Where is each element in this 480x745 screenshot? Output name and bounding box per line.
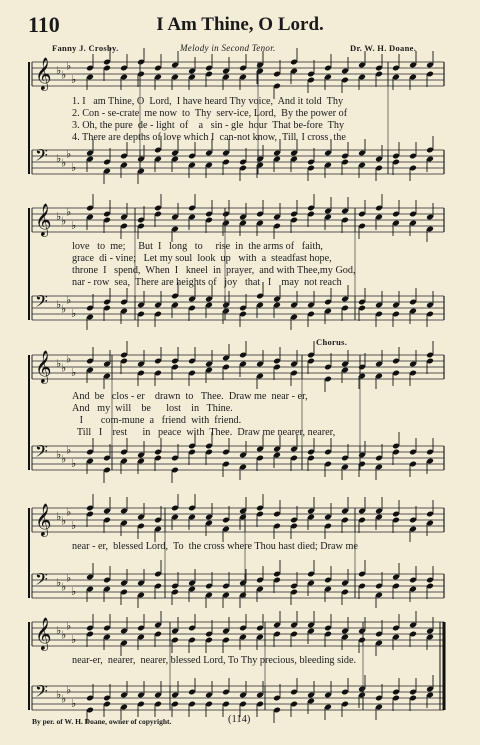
flat-icon: ♭ (66, 147, 72, 161)
flat-icon: ♭ (61, 692, 67, 706)
flat-icon: ♭ (56, 448, 62, 461)
composer-credit: Dr. W. H. Doane. (350, 43, 417, 53)
copyright-footer: By per. of W. H. Doane, owner of copyright. (32, 717, 172, 726)
treble-clef-icon: 𝄞 (35, 57, 52, 90)
flat-icon: ♭ (66, 352, 72, 366)
flat-icon: ♭ (66, 619, 72, 633)
bass-clef-icon: 𝄢 (35, 569, 48, 593)
lyric-line: I com-mune a friend with friend. (72, 415, 242, 426)
bass-clef-icon: 𝄢 (35, 145, 48, 169)
lyric-line: 4. There are depths of love which I can-not know, Till I cross the (72, 132, 346, 143)
flat-icon: ♭ (61, 580, 67, 594)
author-credit: Fanny J. Crosby. (52, 43, 119, 53)
lyric-line: nar - row sea, There are heights of joy that I may not reach (72, 277, 342, 288)
flat-icon: ♭ (56, 688, 62, 701)
flat-icon: ♭ (61, 214, 67, 228)
flat-icon: ♭ (56, 64, 62, 77)
chorus-label: Chorus. (316, 337, 348, 347)
flat-icon: ♭ (66, 443, 72, 457)
flat-icon: ♭ (56, 210, 62, 223)
flat-icon: ♭ (71, 161, 77, 174)
treble-clef-icon: 𝄞 (35, 503, 52, 536)
flat-icon: ♭ (56, 510, 62, 523)
flat-icon: ♭ (71, 219, 77, 232)
treble-clef-icon: 𝄞 (35, 617, 52, 650)
page-number: (114) (228, 714, 251, 725)
bass-clef-icon: 𝄢 (35, 681, 48, 705)
flat-icon: ♭ (71, 697, 77, 710)
flat-icon: ♭ (66, 505, 72, 519)
lyric-line: 2. Con - se-crate me now to Thy serv-ice, Lord, By the power of (72, 108, 348, 119)
flat-icon: ♭ (71, 457, 77, 470)
lyric-line: And my will be lost in Thine. (72, 403, 233, 414)
hymn-title: I Am Thine, O Lord. (156, 14, 324, 35)
flat-icon: ♭ (66, 571, 72, 585)
bass-clef-icon: 𝄢 (35, 441, 48, 465)
flat-icon: ♭ (61, 361, 67, 375)
lyric-line: 3. Oh, the pure de - light of a sin - gle hour That be-fore Thy (72, 120, 345, 131)
flat-icon: ♭ (71, 73, 77, 86)
flat-icon: ♭ (71, 633, 77, 646)
melody-note: Melody in Second Tenor. (180, 43, 276, 53)
lyric-line: near-er, nearer, nearer, blessed Lord, To Thy precious, bleeding side. (72, 655, 357, 666)
lyric-line: Till I rest in peace with Thee. Draw me nearer, nearer, (72, 427, 336, 438)
lyric-line: 1. I am Thine, O Lord, I have heard Thy voice, And it told Thy (72, 96, 344, 107)
lyric-line: throne I spend, When I kneel in prayer, and with Thee,my God, (72, 265, 356, 276)
flat-icon: ♭ (61, 156, 67, 170)
flat-icon: ♭ (66, 59, 72, 73)
hymn-number: 110 (28, 12, 60, 37)
flat-icon: ♭ (61, 452, 67, 466)
lyric-line: grace di - vine; Let my soul look up with a steadfast hope, (72, 253, 332, 264)
flat-icon: ♭ (56, 357, 62, 370)
flat-icon: ♭ (56, 576, 62, 589)
flat-icon: ♭ (66, 293, 72, 307)
bass-clef-icon: 𝄢 (35, 291, 48, 315)
lyric-line: And be clos - er drawn to Thee. Draw me near - er, (72, 391, 308, 402)
flat-icon: ♭ (61, 628, 67, 642)
lyric-line: near - er, blessed Lord, To the cross where Thou hast died; Draw me (72, 541, 358, 552)
flat-icon: ♭ (71, 307, 77, 320)
flat-icon: ♭ (71, 519, 77, 532)
flat-icon: ♭ (56, 624, 62, 637)
treble-clef-icon: 𝄞 (35, 350, 52, 383)
flat-icon: ♭ (66, 205, 72, 219)
flat-icon: ♭ (56, 152, 62, 165)
flat-icon: ♭ (61, 68, 67, 82)
flat-icon: ♭ (66, 683, 72, 697)
flat-icon: ♭ (61, 302, 67, 316)
flat-icon: ♭ (61, 514, 67, 528)
lyric-line: love to me; But I long to rise in the arms of faith, (72, 241, 323, 252)
flat-icon: ♭ (56, 298, 62, 311)
flat-icon: ♭ (71, 366, 77, 379)
treble-clef-icon: 𝄞 (35, 203, 52, 236)
flat-icon: ♭ (71, 585, 77, 598)
